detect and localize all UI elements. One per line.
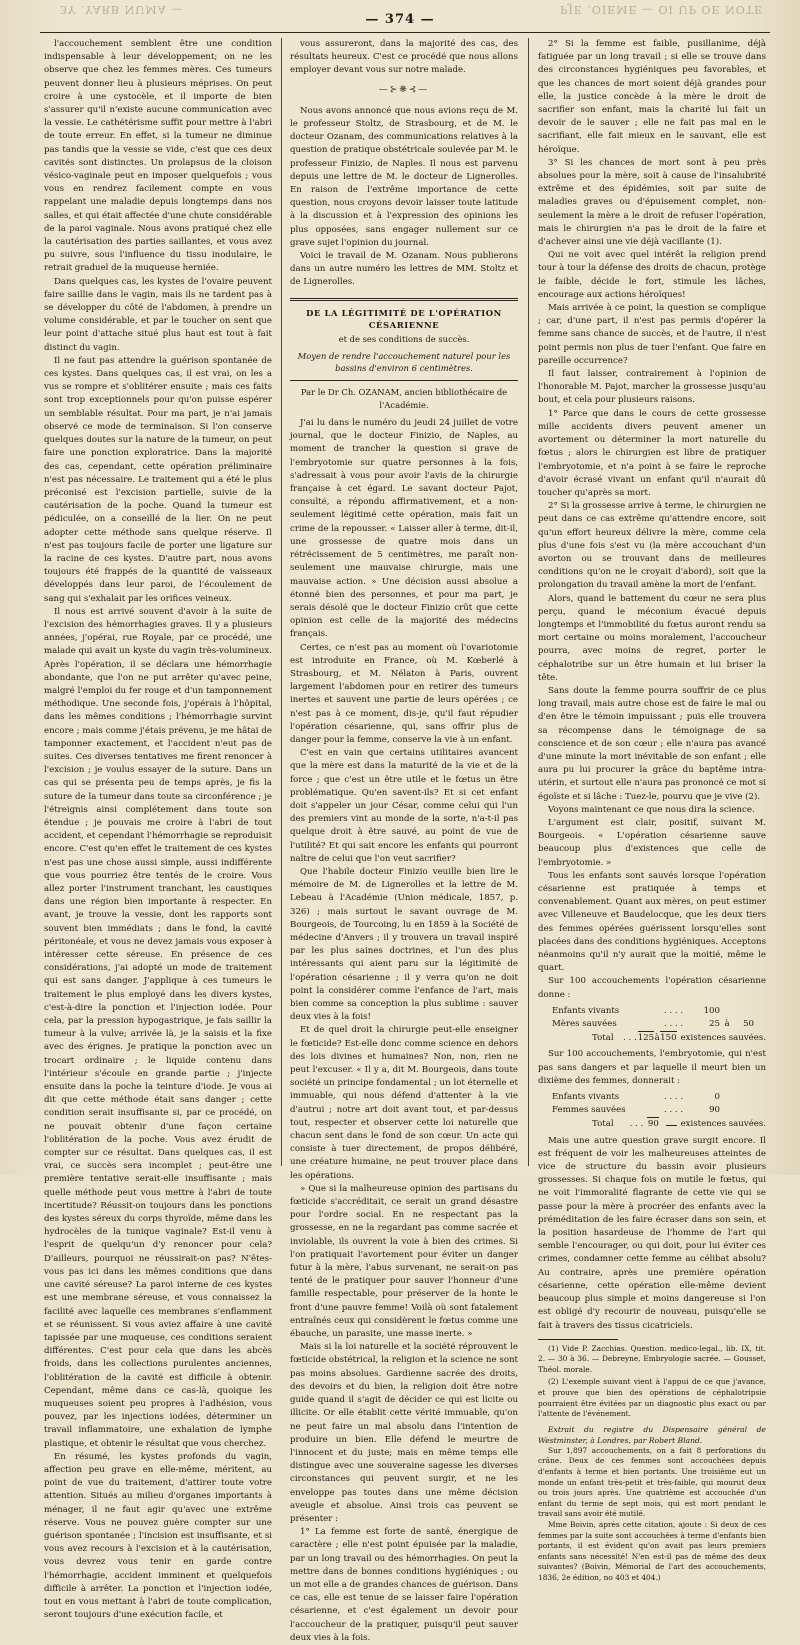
paragraph: Que l'habile docteur Finizio veuille bien lire le mémoire de M. de Lignerolles et la lettre de M. Lebeau à l'Académie (Union médicale, 1857, p. 326) ; mais surtout le savant ouvrage de M. Bourgeois, de Tourcoing, lu en 1859 à la Société de médecine d'Anvers ; il y trouvera un travail inspiré par les plus saines doctrines, et l'un des plus intéressants qui aient paru sur la légitimité de l'opération césarienne ; il y verra qu'on ne doit point la considérer comme l'enfance de l'art, mais bien comme sa conception la plus sublime : sauver deux vies à la fois! [290, 866, 518, 1023]
paragraph: Voyons maintenant ce que nous dira la science. [548, 804, 755, 815]
paragraph: Mais arrivée à ce point, la question se complique ; car, d'une part, il n'est pas permis d'opérer la femme sans chance de succès, et de l'autre, il n'est point permis non plus de tuer l'enfant. Que faire en pareille occurrence? [538, 303, 766, 366]
paragraph: » Que si la malheureuse opinion des partisans du fœticide s'accréditait, ce serait un grand désastre pour l'ordre social. En ne respectant pas la grossesse, en ne la regardant pas comme sacrée et inviolable, ils ouvrent la voie à bien des crimes. Si l'on pratiquait l'avortement pour éviter un danger futur à la mère, l'abus survenant, ne serait-on pas tenté de le pratiquer pour sauver l'honneur d'une famille respectable, pour préserver de la honte le front d'une pauvre femme! Voilà où sont fatalement entraînés ceux qui considèrent le fœtus comme une ébauche, un parasite, une masse inerte. » [290, 1183, 518, 1340]
article-title: DE LA LÉGITIMITÉ DE L'OPÉRATION CÉSARIENNE [306, 307, 502, 330]
extract-paragraph: Sur 1,897 accouchements, on a fait 8 perforations du crâne. Deux de ces femmes sont accouchées depuis d'enfants à terme et bien portants. Une troisième eut un monde un enfant très-petit et très-faible, qui mourut deux ou trois jours après. Une quatrième est accouchée d'un enfant du terme de sept mois, qui est mort pendant le travail sans avoir été mutilé. [538, 1445, 766, 1519]
column-divider [528, 38, 529, 1166]
stat-label: Femmes sauvées [552, 1105, 626, 1116]
statistics-table-embryotomy [552, 1091, 766, 1132]
paragraph: Et de quel droit la chirurgie peut-elle enseigner le fœticide? Est-elle donc comme science en dehors des lois divines et humaines? Non, non, rien ne peut l'excuser. « Il y a, dit M. Bourgeois, dans toute société un principe fondamental ; un lot éternelle et immuable, qui nous défend d'attenter à la vie d'autrui ; notre art doit avant tout, et par-dessus tout, respecter et observer cette loi naturelle que chacun sent dans le fond de son cœur. Un acte qui consiste à tuer directement, de propos délibéré, une créature humaine, ne peut trouver place dans les opérations. [290, 1025, 518, 1181]
stat-value: 0 [714, 1092, 720, 1103]
paragraph: 1° La femme est forte de santé, énergique de caractère ; elle n'est point épuisée par la maladie, par un long travail ou des hémorrhagies. On peut la mettre dans de bonnes conditions hygiéniques ; ou un mot elle a de grandes chances de guérison. Dans ce cas, elle est tenue de se laisser faire l'opération césarienne, et c'est également un devoir pour l'accoucheur de la pratiquer, puisqu'il peut sauver deux vies à la fois. [290, 1527, 518, 1643]
article-rule [290, 380, 518, 381]
paragraph: 2° Si la femme est faible, pusillanime, déjà fatiguée par un long travail ; si elle se trouve dans des circonstances hygiéniques peu favorables, et que les chances de mort soient déjà grandes pour elle, la justice concède à la mère le droit de sacrifier son enfant, mais la charité lui fait un devoir de le sauver ; elle ne fait pas mal en le sacrifiant, elle fait mieux en le sauvant, elle est héroïque. [538, 39, 766, 155]
article-deck: Moyen de rendre l'accouchement naturel pour les bassins d'environ 6 centimètres. [297, 350, 511, 373]
page-number: — 374 — [365, 12, 435, 27]
footnote-rule [538, 1339, 618, 1340]
column-2 [290, 38, 518, 1643]
paragraph: Qui ne voit avec quel intérêt la religion prend tour à tour la défense des droits de chacun, protège le faible, décide le fort, stimule les lâches, encourage aux actions héroïques! [538, 250, 766, 300]
article-byline: Par le Dr Ch. OZANAM, ancien bibliothécaire de l'Académie. [300, 386, 508, 410]
stat-value: 100 [703, 1005, 720, 1016]
paragraph: Il nous est arrivé souvent d'avoir à la suite de l'excision des hémorrhagies graves. Il y a plusieurs années, j'opérai, rue Royale, par ce procédé, une malade qui avait un kyste du vagin très-volumineux. Après l'opération, il se déclara une hémorrhagie abondante, que l'on ne put arrêter qu'avec peine, malgré l'emploi du fer rouge et d'un tamponnement méthodique. Une seconde fois, j'opérais à l'hôpital, dans les mêmes conditions ; l'hémorrhagie survint encore ; mais comme j'étais prévenu, je me hâtai de tamponner exactement, et l'accident n'eut pas de suites. Ces diverses tentatives me firent renoncer à l'excision ; je voulus essayer de la suture. Dans un cas qui se présenta peu de temps après, je fis la suture de la tumeur dans toute sa circonférence ; je l'étreignis ainsi complétement dans toute son étendue ; je pouvais me croire à l'abri de tout accident, et cependant l'hémorrhagie se reproduisit encore. C'est qu'en effet le traitement de ces kystes n'est pas une chose aussi simple, aussi indifférente que vous pourriez être tentés de le croire. Vous allez porter l'instrument tranchant, les caustiques dans une région bien importante à respecter. En avant, je trouve la vessie, dont les rapports sont souvent bien immédiats ; dans le fond, la cavité péritonéale, et vous ne devez jamais vous exposer à intéresser cette séreuse. En présence de ces considérations, j'ai adopté un mode de traitement qui est sans danger. J'applique à ces tumeurs le traitement le plus employé dans les divers kystes, c'est-à-dire la ponction et l'injection iodée. Pour cela, par la pression hypogastrique, je fais saillir la tumeur à la vulve; arrivée là, je la saisis et la fixe avec des érignes. Je pratique la ponction avec un trocart ordinaire ; le liquide contenu dans l'intérieur s'écoule en grande partie ; j'injecte ensuite dans la poche la teinture d'iode. Je vous ai dit que cette méthode était sans danger ; cette condition serait insuffisante si, par ce procédé, on ne pouvait obtenir d'une façon certaine l'oblitération de la poche. Vous avez érudit de compter sur ce résultat. Dans quelques cas, il est vrai, ce succès sera incomplet ; peut-être une première tentative serait-elle insuffisante ; mais quelle méthode peut vous mettre à l'abri de toute incertitude? Réussit-on toujours dans les ponctions des kystes séreux du corps thyroïde, même dans les hydrocèles de la tunique vaginale? Est-il venu à l'esprit de quelqu'un d'y renoncer pour cela? D'ailleurs, pourquoi ne réussirait-on pas? N'êtes-vous pas ici dans les mêmes conditions que dans une cavité séreuse? La paroi interne de ces kystes est une membrane séreuse, et vous connaissez la facilité avec laquelle ces membranes s'enflamment et se réunissent. Si vous aviez affaire à une cavité tapissée par une muqueuse, ces conditions seraient différentes. C'est pour cela que dans les abcès froids, dans les collections purulentes anciennes, l'oblitération de la cavité est difficile à obtenir. Cependant, même dans ce cas-là, quoique les muqueuses soient peu propres à l'adhésion, vous pouvez, par les injections iodées, déterminer un travail inflammatoire, une exhalation de lymphe plastique, et obtenir le résultat que vous cherchez. [44, 606, 272, 1449]
paragraph: 2° Si la grossesse arrive à terme, le chirurgien ne peut dans ce cas extrême qu'attendre encore, soit qu'un effort heureux délivre la mère, comme cela plus d'une fois s'est vu (la mère accouchant d'un avorton ou se trouvant dans de meilleures conditions qu'on ne le croyait d'abord), soit que la prolongation du travail amène la mort de l'enfant. [538, 501, 766, 591]
paragraph: Dans quelques cas, les kystes de l'ovaire peuvent faire saillie dans le vagin, mais ils ne tardent pas à se développer du côté de l'abdomen, à prendre un volume considérable, et par le toucher on sent que leur point d'attache situé plus haut est tout à fait distinct du vagin. [44, 276, 272, 353]
bleed-through-left: 3Y .YARB NUMA — [60, 3, 184, 16]
stat-row: Mères sauvées . . . . 25 à 50 [552, 1018, 766, 1031]
paragraph: l'accouchement semblent être une condition indispensable à leur développement; on ne les observe que chez les femmes mères. Ces tumeurs peuvent donner lieu à plusieurs méprises. On peut croire à une cystocèle, et il importe de bien s'assurer qu'il n'existe aucune communication avec la vessie. Le cathétérisme suffit pour mettre à l'abri de toute erreur. En effet, si la tumeur ne diminue pas tandis que la vessie se vide, c'est que ces deux cavités sont distinctes. Un prolapsus de la cloison vésico-vaginale peut en imposer quelquefois ; vous vous en rendrez facilement compte en vous rappelant une maladie depuis longtemps dans nos salles, et qui était affectée d'une chute considérable de la paroi vaginale. Nous avons pratiqué chez elle la cautérisation des parties saillantes, et vous avez pu suivre, sous l'influence du tissu inodulaire, le retrait graduel de la muqueuse herniée. [44, 39, 272, 274]
extract-title: Extrait du registre du Dispensaire général de Westminster, à Londres, par Robert Bland. [538, 1424, 766, 1445]
paragraph: Il faut laisser, contrairement à l'opinion de l'honorable M. Pajot, marcher la grossesse jusqu'au bout, et cela pour plusieurs raisons. [538, 369, 766, 406]
paragraph: En résumé, les kystes profonds du vagin, affection peu grave en elle-même, méritent, au point de vue du traitement, d'attirer toute votre attention. Situés au milieu d'organes importants à ménager, il ne faut agir qu'avec une extrême réserve. Vous ne pouvez guère compter sur une guérison spontanée ; l'incision est insuffisante, et si vous avez recours à l'excision et à la cautérisation, vous devrez vous tenir en garde contre l'hémorrhagie, accident imminent et quelquefois difficile à arrêter. La ponction et l'injection iodée, tout en vous mettant à l'abri de toute complication, seront toujours d'une exécution facile, et [44, 1451, 272, 1621]
article-subtitle: et de ses conditions de succès. [338, 333, 470, 344]
paragraph: L'argument est clair, positif, suivant M. Bourgeois. « L'opération césarienne sauve beaucoup plus d'existences que celle de l'embryotomie. » [538, 817, 766, 868]
stat-value: 125 [638, 1031, 654, 1045]
column-1 [44, 38, 272, 1621]
section-ornament: —⊱❋⊰— [378, 84, 430, 95]
stat-total: existences sauvées. [680, 1119, 767, 1130]
paragraph: Mais si la loi naturelle et la société réprouvent le fœticide obstétrical, la religion et la science ne sont pas moins absolues. Gardienne sacrée des droits, des devoirs et du bien, la religion doit être notre guide quand il s'agit de décider ce qui est licite ou illicite. Or elle établit cette vérité immuable, qu'on ne peut faire un mal absolu dans l'intention de produire un bien. Elle défend le meurtre de l'innocent et du juste; mais en même temps elle distingue avec une souveraine sagesse les diverses circonstances qui peuvent surgir, et ne les enveloppe pas toutes dans une même décision aveugle et absolue. Ainsi trois cas peuvent se présenter : [290, 1342, 518, 1524]
editorial-note: Voici le travail de M. Ozanam. Nous publierons dans un autre numéro les lettres de MM. Stoltz et de Lignerolles. [290, 251, 518, 288]
stat-sep: à [654, 1033, 660, 1044]
column-divider [281, 38, 282, 1166]
extract-paragraph: Mme Boivin, après cette citation, ajoute : Si deux de ces femmes par la suite sont accouchées à terme d'enfants bien portants, il est évident qu'on avait pas leurs premiers enfants sans nécessité! N'en est-il pas de même des deux suivantes? (Boivin, Mémorial de l'art des accouchements, 1836, 2e édition, no 403 et 404.) [538, 1520, 766, 1582]
paragraph: Sans doute la femme pourra souffrir de ce plus long travail, mais autre chose est de faire le mal ou d'en être le témoin impuissant ; puis elle trouvera sa récompense dans le témoignage de sa conscience et de son cœur ; elle n'aura pas avancé d'une minute la mort inévitable de son enfant ; elle aura pu lui procurer la grâce du baptême intra-utérin, et surtout elle n'aura pas prononcé ce mot si égoïste et si lâche : Tuez-le, pourvu que je vive (2). [538, 685, 766, 802]
paragraph: Il ne faut pas attendre la guérison spontanée de ces kystes. Dans quelques cas, il est vrai, on les a vus se rompre et s'oblitérer ensuite ; mais ces faits sont trop exceptionnels pour qu'on puisse espérer un semblable résultat. Pour ma part, je n'ai jamais observé ce mode de terminaison. Si l'on conserve quelques doutes sur la nature de la tumeur, on peut faire une ponction exploratrice. Dans la majorité des cas, cependant, cette opération préliminaire n'est pas nécessaire. Le traitement qui a été le plus préconisé est l'excision partielle, suivie de la cautérisation de la poche. Quand la tumeur est pédiculée, on a conseillé de la lier. On ne peut adopter cette méthode sans quelque réserve. Il n'est pas toujours facile de porter une ligature sur la racine de ces kystes. D'autre part, nous avons toujours été frappés de la quantité de vaisseaux développés dans leur paroi, de l'écoulement de sang qui s'exhalait par les orifices veineux. [44, 355, 272, 604]
paragraph: Tous les enfants sont sauvés lorsque l'opération césarienne est pratiquée à temps et convenablement. Quant aux mères, on peut estimer avec Villeneuve et Baudelocque, que les deux tiers des femmes opérées guérissent lorsqu'elles sont placées dans des conditions hygiéniques. Acceptons néanmoins qu'il n'y aurait que la moitié, même le quart. [538, 870, 766, 974]
statistics-table-cesarean [552, 1005, 766, 1046]
stat-sep: à [724, 1019, 730, 1030]
stat-value: 90 [709, 1105, 720, 1116]
article-rule [290, 298, 518, 301]
stat-row-total: Total . . . 125 à 150 existences sauvées. [552, 1031, 766, 1045]
footnote: (1) Vide P. Zacchias. Question. medico-legal., lib. IX, tit. 2. — 30 à 36. — Debreyne, Embryologie sacrée. — Gousset, Théol. morale. [538, 1343, 766, 1374]
stat-value: 50 [743, 1019, 754, 1030]
paragraph: vous assureront, dans la majorité des cas, des résultats heureux. C'est ce procédé que nous allons employer devant vous sur notre malade. [290, 39, 518, 76]
paragraph: 3° Si les chances de mort sont à peu près absolues pour la mère, soit à cause de l'insalubrité extrême et des épidémies, soit par suite de maladies graves ou d'épuisement complet, non-seulement la mère a le droit de refuser l'opération, mais le chirurgien n'a pas le droit de la faire et d'achever ainsi une vie déjà vacillante (1). [538, 157, 766, 248]
stat-value: 150 [660, 1031, 676, 1045]
stat-label: Total [592, 1119, 614, 1130]
paragraph: Mais une autre question grave surgit encore. Il est fréquent de voir les malheureuses atteintes de vice de structure du bassin avoir plusieurs grossesses. Si chaque fois on mutile le fœtus, qui ne voit l'immoralité flagrante de cette vie qui se passe pour la mère à procréer des enfants avec la préméditation de les faire écraser dans son sein, et la position hasardeuse de l'homme de l'art qui semble l'encourager, ou qui doit, pour lui éviter ces crimes, condamner cette femme au célibat absolu? Au contraire, après une première opération césarienne, cette opération elle-même devient beaucoup plus simple et moins dangereuse si l'on est obligé d'y recourir de nouveau, puisqu'elle se fait à travers des tissus cicatriciels. [538, 1135, 766, 1331]
paragraph: Sur 100 accouchements, l'embryotomie, qui n'est pas sans dangers et par laquelle il meurt bien un dixième des femmes, donnerait : [538, 1049, 766, 1086]
stat-value: 90 [647, 1117, 658, 1131]
stat-row: Enfants vivants . . . . 100 [552, 1005, 766, 1018]
stat-total: existences sauvées. [680, 1033, 766, 1044]
column-3 [538, 38, 767, 1582]
paragraph: Alors, quand le battement du cœur ne sera plus perçu, quand le méconium évacué depuis longtemps et l'immobilité du fœtus auront rendu sa mort certaine ou moins moralement, l'accoucheur pourra, avec moins de regret, porter le céphalotribe sur un être humain et lui briser la tête. [538, 593, 766, 683]
stat-label: Mères sauvées [552, 1019, 617, 1030]
paragraph: 1° Parce que dans le cours de cette grossesse mille accidents divers peuvent amener un avortement ou déterminer la mort naturelle du fœtus ; alors le chirurgien est libre de pratiquer l'embryotomie, et n'a point à se faire le reproche d'avoir écrasé vivant un enfant qu'il n'aurait dû toucher qu'après sa mort. [538, 408, 766, 498]
paragraph: J'ai lu dans le numéro du jeudi 24 juillet de votre journal, que le docteur Finizio, de Naples, au moment de trancher la question si grave de l'embryotomie sur quatre personnes à la fois, s'adressait à vous pour avoir l'avis de la chirurgie française à cet égard. Le savant docteur Pajot, consulté, a répondu affirmativement, et a non-seulement légitimé cette opération, mais fait un crime de la repousser. « Laisser aller à terme, dit-il, une grossesse de quatre mois dans un rétrécissement de 5 centimètres, me paraît non-seulement une mauvaise chirurgie, mais une mauvaise action. » Une décision aussi absolue a étonné bien des personnes, et pour ma part, je serais désolé que le docteur Finizio crût que cette opinion est celle de la majorité des médecins français. [290, 418, 518, 640]
stat-row-total: Total . . . 90 existences sauvées. [552, 1117, 766, 1131]
stat-label: Enfants vivants [552, 1092, 620, 1103]
footnote: (2) L'exemple suivant vient à l'appui de ce que j'avance, et prouve que bien des opérations de céphalotripsie pourraient être évitées par un diagnostic plus exact ou par l'attente de l'événement. [538, 1377, 766, 1419]
paragraph: C'est en vain que certains utilitaires avancent que la mère est dans la maturité de la vie et de la force ; que c'est un être utile et le fœtus un être problématique. Qu'en savent-ils? Et si cet enfant doit s'appeler un jour César, comme celui qui l'un des premiers vint au monde de la sorte, n'a-t-il pas quelque droit à être sauvé, au point de vue de l'utilité? Et qui sait encore les enfants qui pourront naître de celui que l'on veut sacrifier? [290, 748, 518, 864]
stat-value: 25 [709, 1019, 720, 1030]
stat-row: Femmes sauvées . . . . 90 [552, 1104, 766, 1117]
header-rule [40, 32, 770, 33]
editorial-note: Nous avons annoncé que nous avions reçu de M. le professeur Stoltz, de Strasbourg, et de M. le docteur Ozanam, des communications relatives à la question de pratique obstétricale soulevée par M. le professeur Finizio, de Naples. Il nous est parvenu depuis une lettre de M. le docteur de Lignerolles. En raison de l'extrême importance de cette question, nous croyons devoir laisser toute latitude à la discussion et à l'expression des opinions les plus opposées, sans engager nullement sur ce grave sujet l'opinion du journal. [290, 105, 518, 248]
paragraph: Sur 100 accouchements l'opération césarienne donne : [538, 976, 766, 1000]
stat-label: Enfants vivants [552, 1005, 620, 1016]
paragraph: Certes, ce n'est pas au moment où l'ovariotomie est introduite en France, où M. Kœberlé à Strasbourg, et M. Nélaton à Paris, ouvrent largement l'abdomen pour en retirer des tumeurs inertes et sauvent une partie de leurs opérées ; ce n'est pas à ce moment, dis-je, qu'il faut répudier l'opération césarienne, qui, sans offrir plus de danger pour la femme, conserve la vie à un enfant. [290, 642, 518, 745]
stat-label: Total [592, 1033, 614, 1044]
bleed-through-right: PJE .OIEME — OI UP OE NOTE [560, 3, 764, 16]
stat-row: Enfants vivants . . . . 0 [552, 1091, 766, 1104]
stat-value [666, 1125, 676, 1126]
